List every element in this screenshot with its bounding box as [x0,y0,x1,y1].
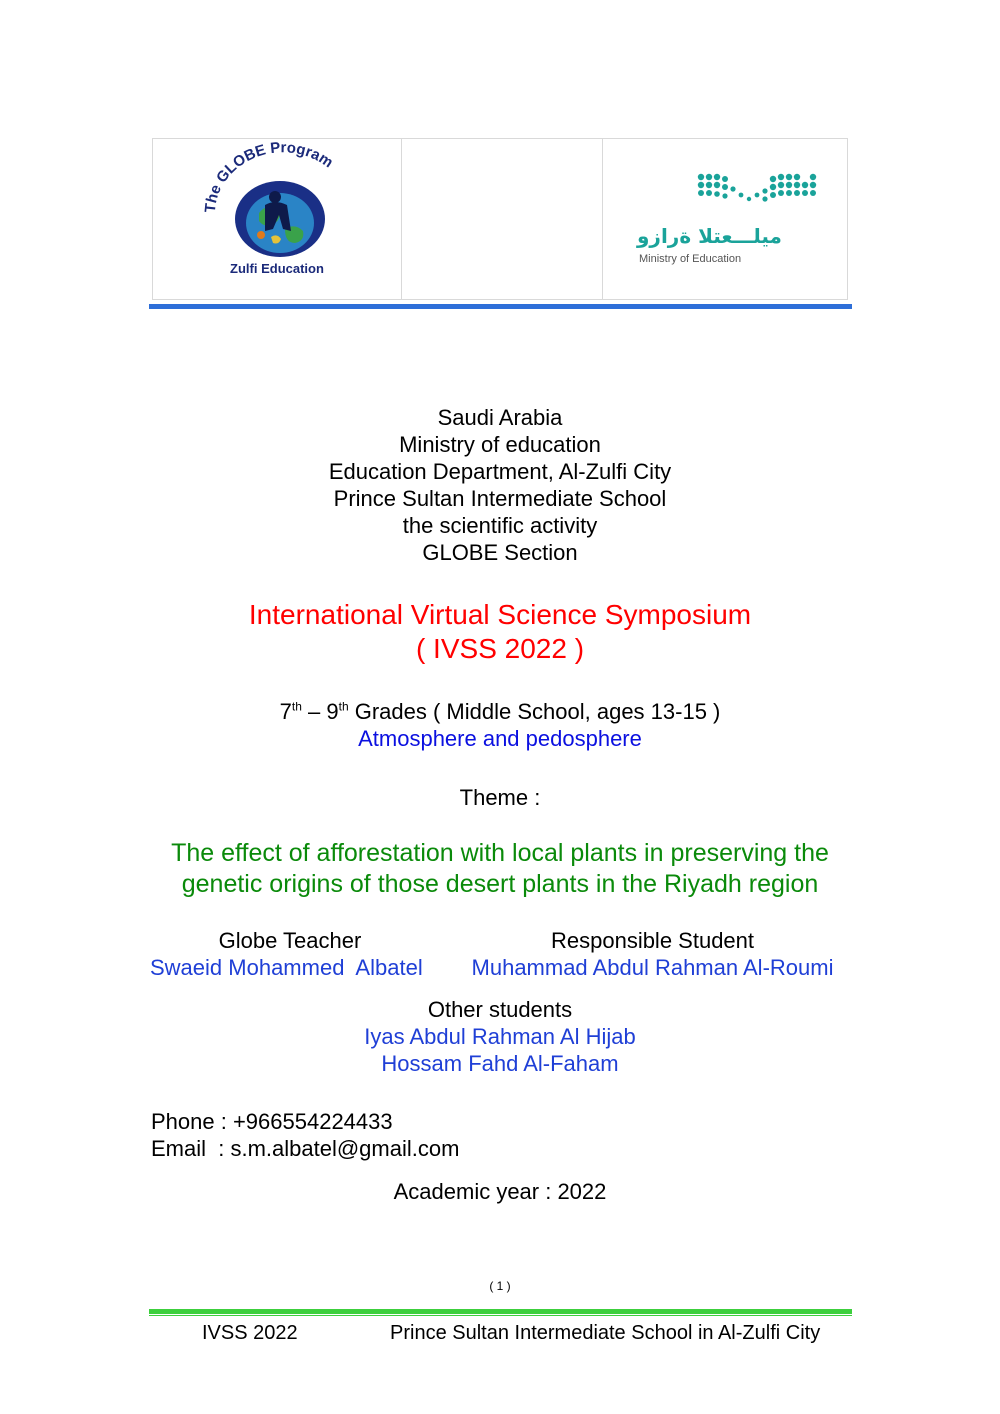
other-student-name: Iyas Abdul Rahman Al Hijab [364,1024,636,1049]
other-students-block [0,996,1000,1077]
theme-line-2: genetic origins of those desert plants in the Riyadh region [181,870,819,898]
email-line: Email : s.m.albatel@gmail.com [151,1136,460,1161]
grades-line [0,698,1000,725]
grade-end: 9 [326,699,339,724]
globe-logo-cell [153,139,402,299]
title-line-1: International Virtual Science Symposium [248,599,752,630]
theme-label: Theme : [459,785,541,810]
header-rule [149,304,852,309]
grade-rest: Grades ( Middle School, ages 13-15 ) [348,699,721,724]
grade-start-sup: th [291,699,302,714]
other-student-name: Hossam Fahd Al-Faham [381,1051,619,1076]
teacher-label: Globe Teacher [218,928,362,953]
footer-left-text: IVSS 2022 [202,1322,298,1344]
globe-caption: Zulfi Education [230,261,324,276]
footer-rule-thin [149,1315,852,1316]
student-name: Muhammad Abdul Rahman Al-Roumi [471,955,834,980]
contact-block [151,1108,459,1162]
ministry-arabic-name: وزارة التعـــليم [637,224,782,248]
empty-logo-cell [402,139,603,299]
grades-block [0,698,1000,752]
theme-text-block [0,838,1000,900]
subject-line: Atmosphere and pedosphere [358,726,642,751]
address-line: the scientific activity [402,513,598,538]
address-line: Prince Sultan Intermediate School [333,486,667,511]
student-block [465,927,840,981]
ministry-logo-cell [603,139,847,299]
grade-dash: – [301,699,327,724]
theme-label-block [0,784,1000,811]
student-label: Responsible Student [550,928,755,953]
school-address-block [0,404,1000,566]
ministry-english-name: Ministry of Education [639,253,742,265]
address-line: Education Department, Al-Zulfi City [328,459,672,484]
title-line-2: ( IVSS 2022 ) [415,633,585,664]
phone-line: Phone : +966554224433 [151,1109,393,1134]
page-number: ( 1 ) [489,1279,511,1293]
address-line: Ministry of education [399,432,601,457]
grade-start: 7 [279,699,292,724]
address-line: GLOBE Section [422,540,578,565]
globe-program-logo [153,139,402,301]
header-logo-table [152,138,848,300]
teacher-block [150,927,430,981]
address-line: Saudi Arabia [437,405,563,430]
other-students-label: Other students [427,997,573,1022]
theme-line-1: The effect of afforestation with local plants in preserving the [171,839,829,867]
academic-year-block [0,1178,1000,1205]
teacher-name: Swaeid Mohammed Albatel [150,955,423,980]
academic-year: Academic year : 2022 [393,1179,607,1204]
grade-end-sup: th [338,699,349,714]
footer-right-text: Prince Sultan Intermediate School in Al-Zulfi City [390,1322,821,1344]
ministry-of-education-logo [603,139,847,301]
footer-rule [149,1309,852,1314]
symposium-title [0,598,1000,666]
globe-arc-text: The GLOBE Program [201,139,337,214]
ministry-dots-icon [698,174,816,202]
